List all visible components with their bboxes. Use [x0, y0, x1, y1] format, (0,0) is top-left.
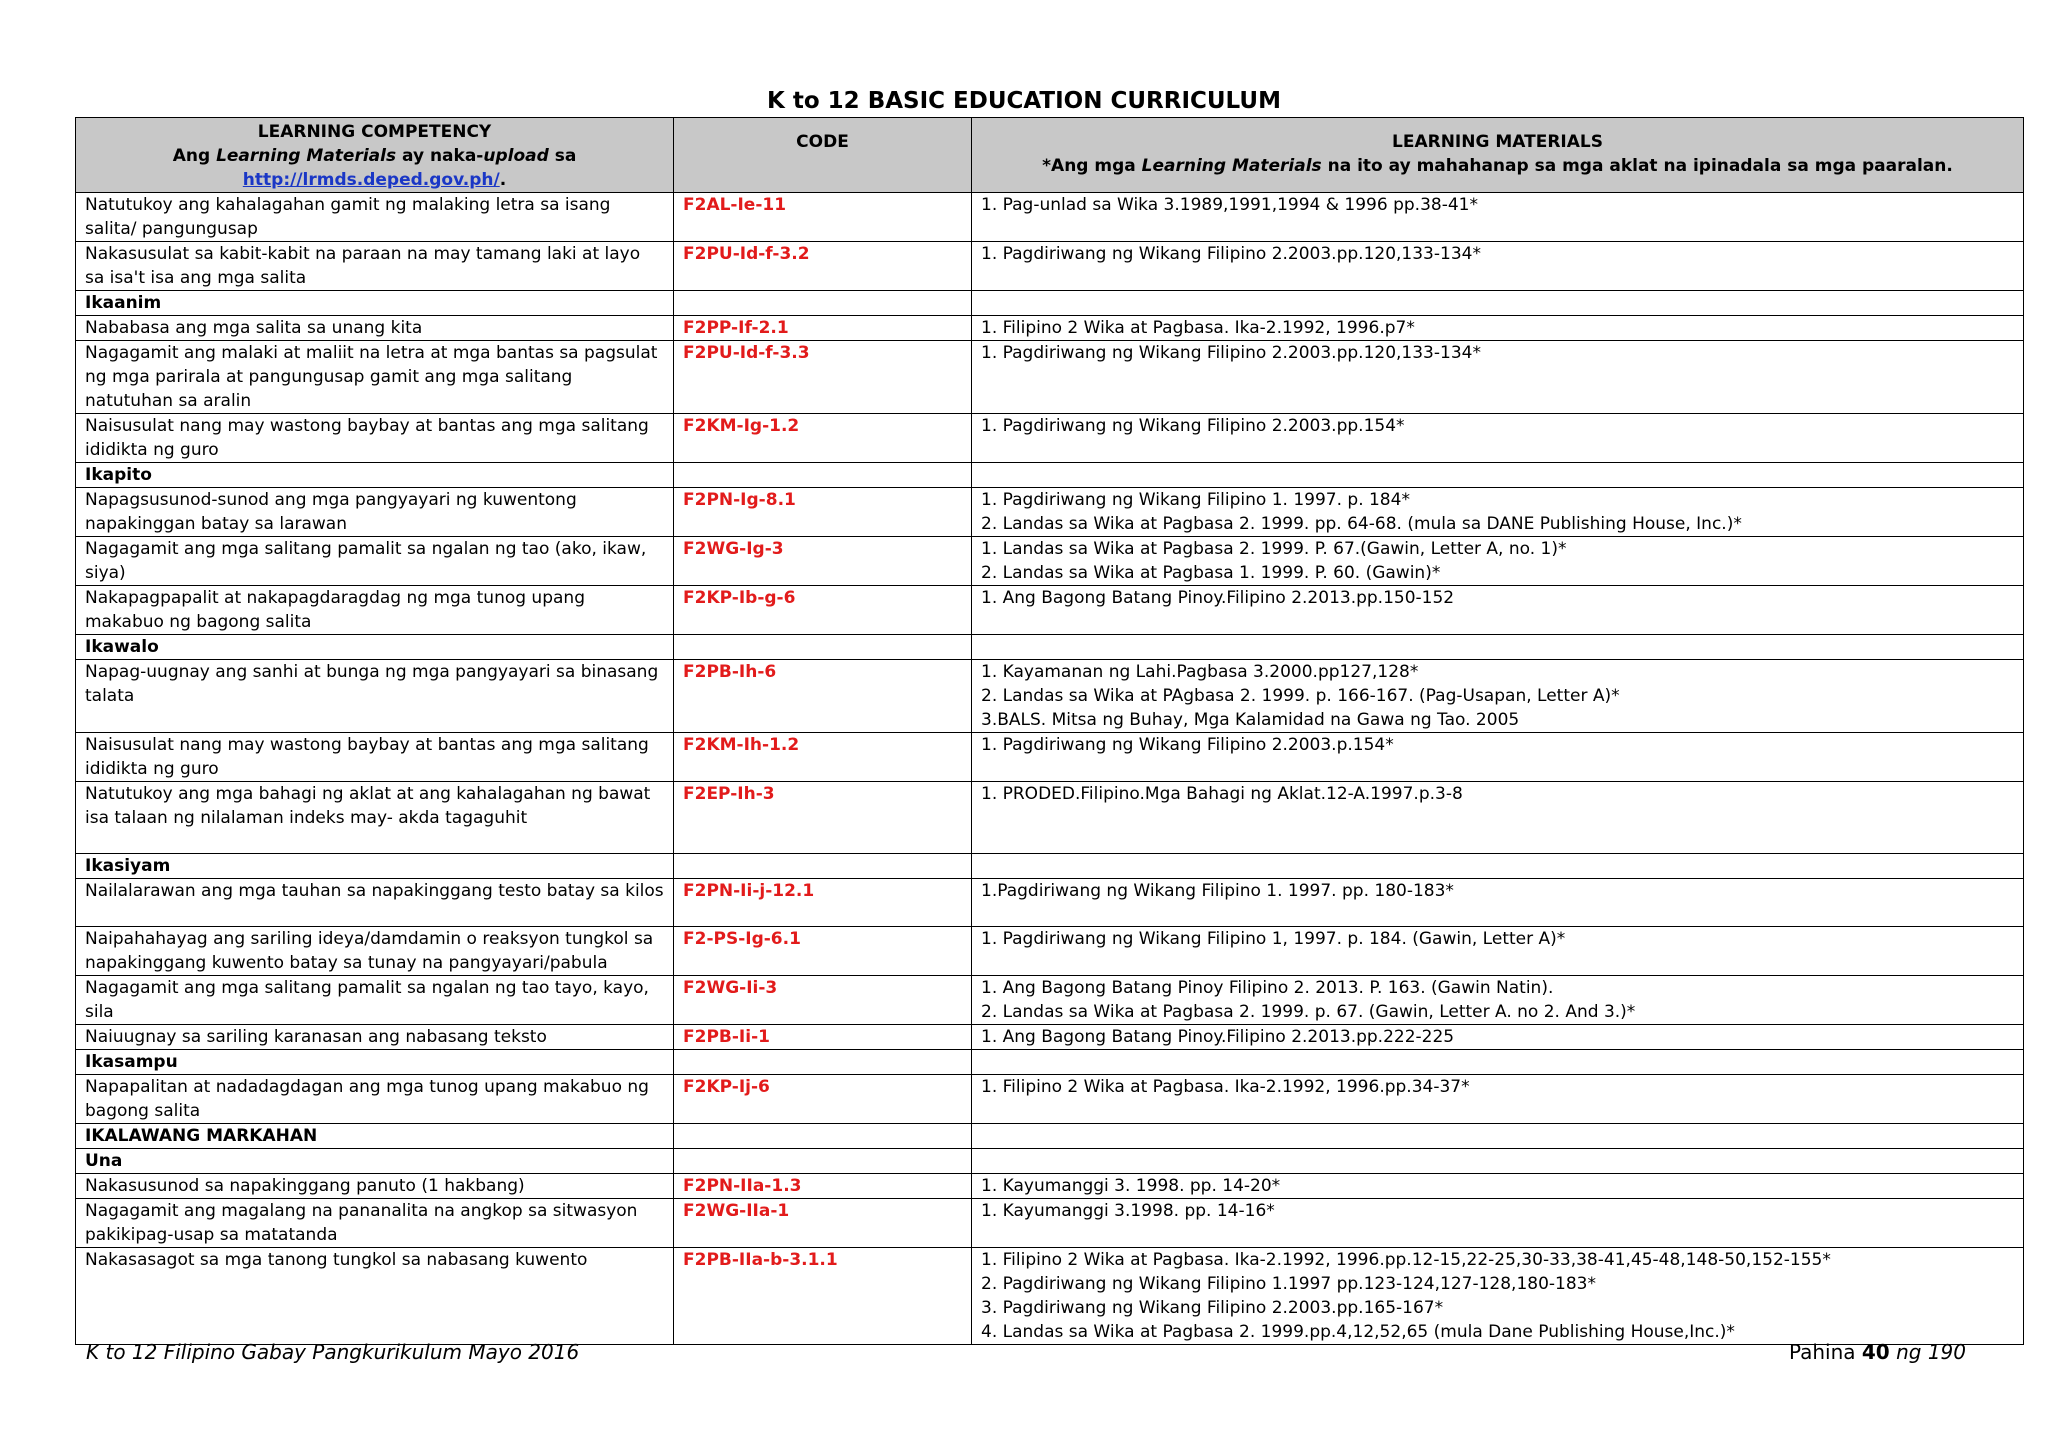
material-item: 1. Kayumanggi 3. 1998. pp. 14-20* [981, 1176, 1281, 1196]
competency-cell: Nagagamit ang mga salitang pamalit sa ngalan ng tao (ako, ikaw, siya) [76, 537, 674, 586]
competency-cell: Naisusulat nang may wastong baybay at bantas ang mga salitang ididikta ng guro [76, 733, 674, 782]
material-item: 1. Ang Bagong Batang Pinoy Filipino 2. 2013. P. 163. (Gawin Natin). [981, 978, 1554, 998]
material-item: 2. Landas sa Wika at PAgbasa 2. 1999. p. 166-167. (Pag-Usapan, Letter A)* [981, 686, 1620, 706]
material-item: 4. Landas sa Wika at Pagbasa 2. 1999.pp.4,12,52,65 (mula Dane Publishing House,Inc.)* [981, 1322, 1735, 1342]
table-row [76, 733, 2024, 782]
section-row [76, 291, 2024, 316]
materials-cell [972, 414, 2024, 463]
code-cell: F2KP-Ib-g-6 [674, 586, 972, 635]
table-row [76, 879, 2024, 927]
section-label: Una [76, 1149, 674, 1174]
materials-cell [972, 316, 2024, 341]
empty-cell [674, 1149, 972, 1174]
material-item: 1. Pag-unlad sa Wika 3.1989,1991,1994 & 1996 pp.38-41* [981, 195, 1478, 215]
page-label: Pahina [1788, 1340, 1862, 1364]
materials-cell [972, 193, 2024, 242]
material-item: 1. Filipino 2 Wika at Pagbasa. Ika-2.1992, 1996.pp.34-37* [981, 1077, 1470, 1097]
empty-cell [674, 635, 972, 660]
table-body [76, 193, 2024, 1345]
note-text: Ang [172, 146, 217, 166]
link-period: . [499, 170, 507, 190]
code-cell: F2PB-IIa-b-3.1.1 [674, 1248, 972, 1345]
table-row [76, 927, 2024, 976]
material-item: 1. Pagdiriwang ng Wikang Filipino 1, 1997. p. 184. (Gawin, Letter A)* [981, 929, 1566, 949]
material-item: 1. Pagdiriwang ng Wikang Filipino 1. 1997. p. 184* [981, 490, 1410, 510]
material-item: 1. Filipino 2 Wika at Pagbasa. Ika-2.1992, 1996.pp.12-15,22-25,30-33,38-41,45-48,148-50,152-155* [981, 1250, 1831, 1270]
code-cell: F2PN-IIa-1.3 [674, 1174, 972, 1199]
table-row [76, 537, 2024, 586]
material-item: 1. Landas sa Wika at Pagbasa 2. 1999. P. 67.(Gawin, Letter A, no. 1)* [981, 539, 1567, 559]
code-cell: F2PN-Ig-8.1 [674, 488, 972, 537]
section-row [76, 1050, 2024, 1075]
material-item: 1. PRODED.Filipino.Mga Bahagi ng Aklat.12-A.1997.p.3-8 [981, 784, 1463, 804]
header-materials-note [981, 154, 2014, 178]
section-row [76, 1149, 2024, 1174]
code-cell: F2KM-Ih-1.2 [674, 733, 972, 782]
empty-cell [674, 1050, 972, 1075]
material-item: 2. Pagdiriwang ng Wikang Filipino 1.1997 pp.123-124,127-128,180-183* [981, 1274, 1596, 1294]
page-total: ng 190 [1889, 1340, 1966, 1364]
code-cell: F2WG-IIa-1 [674, 1199, 972, 1248]
materials-cell [972, 537, 2024, 586]
competency-cell: Nagagamit ang malaki at maliit na letra at mga bantas sa pagsulat ng mga parirala at pangungusap gamit ang mga salitang natutuhan sa aralin [76, 341, 674, 414]
header-learning-materials [972, 118, 2024, 193]
competency-cell: Nagagamit ang mga salitang pamalit sa ngalan ng tao tayo, kayo, sila [76, 976, 674, 1025]
note-text: *Ang mga [1042, 156, 1142, 176]
materials-cell [972, 586, 2024, 635]
materials-cell [972, 733, 2024, 782]
material-item: 1. Kayumanggi 3.1998. pp. 14-16* [981, 1201, 1275, 1221]
code-cell: F2AL-Ie-11 [674, 193, 972, 242]
empty-cell [674, 291, 972, 316]
note-text: ay naka- [396, 146, 484, 166]
table-row [76, 586, 2024, 635]
material-item: 1. Pagdiriwang ng Wikang Filipino 2.2003.pp.120,133-134* [981, 244, 1481, 264]
curriculum-table [75, 117, 2024, 1345]
table-row [76, 1248, 2024, 1345]
competency-cell: Naiuugnay sa sariling karanasan ang nabasang teksto [76, 1025, 674, 1050]
competency-cell: Nakasasagot sa mga tanong tungkol sa nabasang kuwento [76, 1248, 674, 1345]
table-row [76, 1075, 2024, 1124]
competency-cell: Nailalarawan ang mga tauhan sa napakinggang testo batay sa kilos [76, 879, 674, 927]
footer-page-number [1789, 1340, 1966, 1364]
header-code [674, 118, 972, 193]
material-item: 3. Pagdiriwang ng Wikang Filipino 2.2003.pp.165-167* [981, 1298, 1444, 1318]
material-item: 1.Pagdiriwang ng Wikang Filipino 1. 1997. pp. 180-183* [981, 881, 1454, 901]
materials-cell [972, 1199, 2024, 1248]
materials-cell [972, 1174, 2024, 1199]
table-row [76, 660, 2024, 733]
empty-cell [972, 1050, 2024, 1075]
material-item: 1. Pagdiriwang ng Wikang Filipino 2.2003.p.154* [981, 735, 1394, 755]
note-text-italic: upload [483, 146, 549, 166]
section-label: Ikapito [76, 463, 674, 488]
material-item: 1. Kayamanan ng Lahi.Pagbasa 3.2000.pp127,128* [981, 662, 1419, 682]
header-materials-title: LEARNING MATERIALS [1392, 132, 1603, 152]
note-text-italic: Learning Materials [1141, 156, 1322, 176]
empty-cell [972, 291, 2024, 316]
page-current: 40 [1861, 1340, 1890, 1364]
table-row [76, 1199, 2024, 1248]
competency-cell: Nakasusulat sa kabit-kabit na paraan na may tamang laki at layo sa isa't isa ang mga salita [76, 242, 674, 291]
competency-cell: Nagagamit ang magalang na pananalita na angkop sa sitwasyon pakikipag-usap sa matatanda [76, 1199, 674, 1248]
footer-guide-title: K to 12 Filipino Gabay Pangkurikulum Mayo 2016 [86, 1340, 580, 1364]
table-header-row [76, 118, 2024, 193]
competency-cell: Napag-uugnay ang sanhi at bunga ng mga pangyayari sa binasang talata [76, 660, 674, 733]
table-row [76, 193, 2024, 242]
material-item: 1. Ang Bagong Batang Pinoy.Filipino 2.2013.pp.150-152 [981, 588, 1455, 608]
materials-cell [972, 1248, 2024, 1345]
materials-cell [972, 879, 2024, 927]
code-cell: F2-PS-Ig-6.1 [674, 927, 972, 976]
material-item: 1. Ang Bagong Batang Pinoy.Filipino 2.2013.pp.222-225 [981, 1027, 1455, 1047]
table-row [76, 1025, 2024, 1050]
competency-cell: Natutukoy ang kahalagahan gamit ng malaking letra sa isang salita/ pangungusap [76, 193, 674, 242]
materials-cell [972, 976, 2024, 1025]
material-item: 1. Pagdiriwang ng Wikang Filipino 2.2003.pp.154* [981, 416, 1405, 436]
table-row [76, 976, 2024, 1025]
materials-cell [972, 660, 2024, 733]
code-cell: F2PP-If-2.1 [674, 316, 972, 341]
section-row [76, 635, 2024, 660]
empty-cell [972, 463, 2024, 488]
note-text: na ito ay mahahanap sa mga aklat na ipinadala sa mga paaralan. [1321, 156, 1953, 176]
materials-cell [972, 242, 2024, 291]
empty-cell [972, 1149, 2024, 1174]
competency-cell: Napagsusunod-sunod ang mga pangyayari ng kuwentong napakinggan batay sa larawan [76, 488, 674, 537]
code-cell: F2KP-Ij-6 [674, 1075, 972, 1124]
empty-cell [674, 854, 972, 879]
section-label: IKALAWANG MARKAHAN [76, 1124, 674, 1149]
code-cell: F2EP-Ih-3 [674, 782, 972, 854]
empty-cell [972, 1124, 2024, 1149]
material-item: 1. Pagdiriwang ng Wikang Filipino 2.2003.pp.120,133-134* [981, 343, 1481, 363]
materials-cell [972, 341, 2024, 414]
code-cell: F2PN-Ii-j-12.1 [674, 879, 972, 927]
material-item: 2. Landas sa Wika at Pagbasa 1. 1999. P. 60. (Gawin)* [981, 563, 1441, 583]
material-item: 2. Landas sa Wika at Pagbasa 2. 1999. pp. 64-68. (mula sa DANE Publishing House, Inc.)* [981, 514, 1742, 534]
materials-cell [972, 927, 2024, 976]
code-cell: F2PB-Ih-6 [674, 660, 972, 733]
competency-cell: Nakasusunod sa napakinggang panuto (1 hakbang) [76, 1174, 674, 1199]
materials-cell [972, 1075, 2024, 1124]
note-text: sa [548, 146, 577, 166]
material-item: 3.BALS. Mitsa ng Buhay, Mga Kalamidad na Gawa ng Tao. 2005 [981, 710, 1520, 730]
header-code-label: CODE [796, 132, 849, 152]
table-row [76, 488, 2024, 537]
document-title: K to 12 BASIC EDUCATION CURRICULUM [767, 88, 1281, 114]
table-row [76, 242, 2024, 291]
table-row [76, 782, 2024, 854]
table-row [76, 1174, 2024, 1199]
note-text-italic: Learning Materials [216, 146, 397, 166]
code-cell: F2PU-Id-f-3.3 [674, 341, 972, 414]
header-competency-title: LEARNING COMPETENCY [257, 122, 492, 142]
materials-cell [972, 1025, 2024, 1050]
empty-cell [674, 463, 972, 488]
competency-cell: Napapalitan at nadadagdagan ang mga tunog upang makabuo ng bagong salita [76, 1075, 674, 1124]
section-row [76, 854, 2024, 879]
table-row [76, 341, 2024, 414]
section-label: Ikasiyam [76, 854, 674, 879]
code-cell: F2WG-Ii-3 [674, 976, 972, 1025]
materials-cell [972, 782, 2024, 854]
code-cell: F2PU-Id-f-3.2 [674, 242, 972, 291]
competency-cell: Naipahahayag ang sariling ideya/damdamin o reaksyon tungkol sa napakinggang kuwento batay sa tunay na pangyayari/pabula [76, 927, 674, 976]
competency-cell: Natutukoy ang mga bahagi ng aklat at ang kahalagahan ng bawat isa talaan ng nilalaman indeks may- akda tagaguhit [76, 782, 674, 854]
empty-cell [674, 1124, 972, 1149]
competency-cell: Nakapagpapalit at nakapagdaragdag ng mga tunog upang makabuo ng bagong salita [76, 586, 674, 635]
section-label: Ikaanim [76, 291, 674, 316]
empty-cell [972, 635, 2024, 660]
material-item: 2. Landas sa Wika at Pagbasa 2. 1999. p. 67. (Gawin, Letter A. no 2. And 3.)* [981, 1002, 1636, 1022]
header-learning-competency [76, 118, 674, 193]
header-competency-note [85, 144, 664, 168]
materials-cell [972, 488, 2024, 537]
code-cell: F2PB-Ii-1 [674, 1025, 972, 1050]
section-row [76, 1124, 2024, 1149]
competency-cell: Nababasa ang mga salita sa unang kita [76, 316, 674, 341]
table-row [76, 316, 2024, 341]
competency-cell: Naisusulat nang may wastong baybay at bantas ang mga salitang ididikta ng guro [76, 414, 674, 463]
section-label: Ikasampu [76, 1050, 674, 1075]
section-label: Ikawalo [76, 635, 674, 660]
table-row [76, 414, 2024, 463]
material-item: 1. Filipino 2 Wika at Pagbasa. Ika-2.1992, 1996.p7* [981, 318, 1415, 338]
lrmds-link[interactable]: http://lrmds.deped.gov.ph/ [242, 170, 500, 190]
code-cell: F2KM-Ig-1.2 [674, 414, 972, 463]
section-row [76, 463, 2024, 488]
empty-cell [972, 854, 2024, 879]
code-cell: F2WG-Ig-3 [674, 537, 972, 586]
